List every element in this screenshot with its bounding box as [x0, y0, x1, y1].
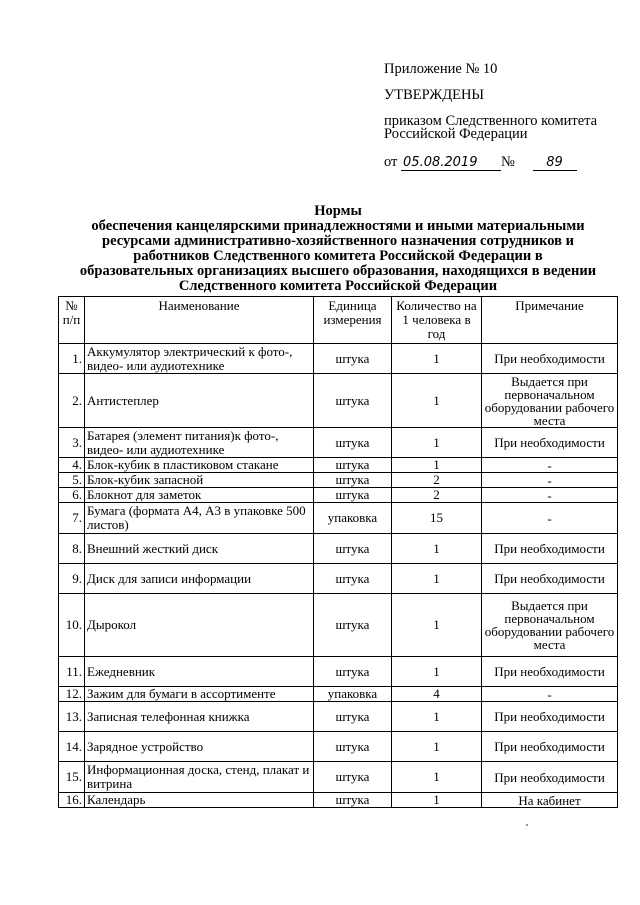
row-name: Батарея (элемент питания)к фото-, видео- или аудиотехнике — [85, 428, 314, 458]
row-note: При необходимости — [482, 732, 618, 762]
row-qty: 1 — [392, 564, 482, 594]
table-row — [59, 488, 618, 503]
date-prefix: от — [384, 154, 398, 170]
title-line: работников Следственного комитета Российской Федерации в — [133, 248, 543, 264]
row-name: Блок-кубик запасной — [85, 473, 314, 488]
order-line-2: Российской Федерации — [384, 126, 528, 142]
row-name: Зажим для бумаги в ассортименте — [85, 687, 314, 702]
row-unit: штука — [314, 793, 392, 808]
row-note: На кабинет — [482, 793, 618, 808]
row-qty: 1 — [392, 732, 482, 762]
row-qty: 1 — [392, 428, 482, 458]
header-note: Примечание — [482, 297, 618, 344]
header-name: Наименование — [85, 297, 314, 344]
row-qty: 1 — [392, 762, 482, 793]
table-row — [59, 344, 618, 374]
title-line: образовательных организациях высшего образования, находящихся в ведении — [79, 263, 597, 279]
table-row — [59, 702, 618, 732]
table-row — [59, 458, 618, 473]
table-row — [59, 732, 618, 762]
row-unit: штука — [314, 488, 392, 503]
row-qty: 1 — [392, 594, 482, 657]
row-num: 6. — [59, 488, 85, 503]
title-line: ресурсами административно-хозяйственного назначения сотрудников и — [102, 233, 574, 249]
number-sign: № — [501, 154, 515, 170]
row-num: 13. — [59, 702, 85, 732]
row-note: При необходимости — [482, 657, 618, 687]
row-unit: штука — [314, 344, 392, 374]
table-row — [59, 594, 618, 657]
table-row — [59, 534, 618, 564]
row-note: При необходимости — [482, 534, 618, 564]
row-unit: упаковка — [314, 687, 392, 702]
title-line: Следственного комитета Российской Федерации — [178, 278, 498, 294]
table-row — [59, 793, 618, 808]
handwritten-date: 05.08.2019 — [401, 156, 501, 171]
row-unit: штука — [314, 473, 392, 488]
header-unit: Единица измерения — [314, 297, 392, 344]
row-qty: 1 — [392, 657, 482, 687]
row-num: 11. — [59, 657, 85, 687]
row-note: - — [482, 458, 618, 473]
row-num: 10. — [59, 594, 85, 657]
row-note: - — [482, 488, 618, 503]
row-num: 8. — [59, 534, 85, 564]
table-row — [59, 564, 618, 594]
row-qty: 15 — [392, 503, 482, 534]
row-unit: штука — [314, 657, 392, 687]
row-name: Дырокол — [85, 594, 314, 657]
row-qty: 1 — [392, 374, 482, 428]
row-unit: штука — [314, 374, 392, 428]
row-num: 3. — [59, 428, 85, 458]
row-num: 16. — [59, 793, 85, 808]
row-unit: штука — [314, 702, 392, 732]
row-name: Календарь — [85, 793, 314, 808]
row-unit: штука — [314, 594, 392, 657]
row-num: 4. — [59, 458, 85, 473]
row-qty: 2 — [392, 473, 482, 488]
row-note: При необходимости — [482, 702, 618, 732]
row-note: При необходимости — [482, 564, 618, 594]
row-note: Выдается при первоначальном оборудовании рабочего места — [482, 594, 618, 657]
row-unit: штука — [314, 534, 392, 564]
row-name: Блокнот для заметок — [85, 488, 314, 503]
table-header-row — [59, 297, 618, 344]
table-row — [59, 762, 618, 793]
table-row — [59, 657, 618, 687]
order-date-number-line — [384, 154, 577, 171]
row-unit: штука — [314, 564, 392, 594]
order-line-1: приказом Следственного комитета — [384, 113, 598, 129]
row-num: 7. — [59, 503, 85, 534]
row-name: Ежедневник — [85, 657, 314, 687]
row-name: Бумага (формата А4, А3 в упаковке 500 листов) — [85, 503, 314, 534]
row-unit: штука — [314, 428, 392, 458]
appendix-label: Приложение № 10 — [384, 61, 498, 77]
norms-table — [58, 296, 618, 808]
row-num: 2. — [59, 374, 85, 428]
handwritten-number: 89 — [533, 156, 577, 171]
scan-speck — [526, 824, 528, 826]
row-note: При необходимости — [482, 762, 618, 793]
row-num: 14. — [59, 732, 85, 762]
row-name: Зарядное устройство — [85, 732, 314, 762]
row-unit: штука — [314, 732, 392, 762]
document-title — [58, 204, 618, 294]
row-note: При необходимости — [482, 428, 618, 458]
row-note: - — [482, 687, 618, 702]
approved-label: УТВЕРЖДЕНЫ — [384, 87, 485, 103]
row-num: 9. — [59, 564, 85, 594]
table-row — [59, 687, 618, 702]
row-unit: упаковка — [314, 503, 392, 534]
row-qty: 4 — [392, 687, 482, 702]
row-name: Информационная доска, стенд, плакат и витрина — [85, 762, 314, 793]
row-num: 15. — [59, 762, 85, 793]
row-unit: штука — [314, 762, 392, 793]
row-note: При необходимости — [482, 344, 618, 374]
row-name: Внешний жесткий диск — [85, 534, 314, 564]
row-name: Блок-кубик в пластиковом стакане — [85, 458, 314, 473]
table-row — [59, 473, 618, 488]
table-row — [59, 503, 618, 534]
row-qty: 1 — [392, 344, 482, 374]
header-num: № п/п — [59, 297, 85, 344]
table-row — [59, 428, 618, 458]
row-qty: 1 — [392, 702, 482, 732]
row-note: - — [482, 473, 618, 488]
row-name: Аккумулятор электрический к фото-, видео- или аудиотехнике — [85, 344, 314, 374]
row-unit: штука — [314, 458, 392, 473]
row-name: Антистеплер — [85, 374, 314, 428]
row-name: Диск для записи информации — [85, 564, 314, 594]
row-num: 1. — [59, 344, 85, 374]
row-qty: 2 — [392, 488, 482, 503]
row-qty: 1 — [392, 534, 482, 564]
row-num: 5. — [59, 473, 85, 488]
header-qty: Количество на 1 человека в год — [392, 297, 482, 344]
table-row — [59, 374, 618, 428]
row-num: 12. — [59, 687, 85, 702]
row-note: Выдается при первоначальном оборудовании рабочего места — [482, 374, 618, 428]
row-qty: 1 — [392, 458, 482, 473]
title-line: Нормы — [314, 203, 362, 219]
row-note: - — [482, 503, 618, 534]
title-line: обеспечения канцелярскими принадлежностями и иными материальными — [91, 218, 585, 234]
row-name: Записная телефонная книжка — [85, 702, 314, 732]
row-qty: 1 — [392, 793, 482, 808]
